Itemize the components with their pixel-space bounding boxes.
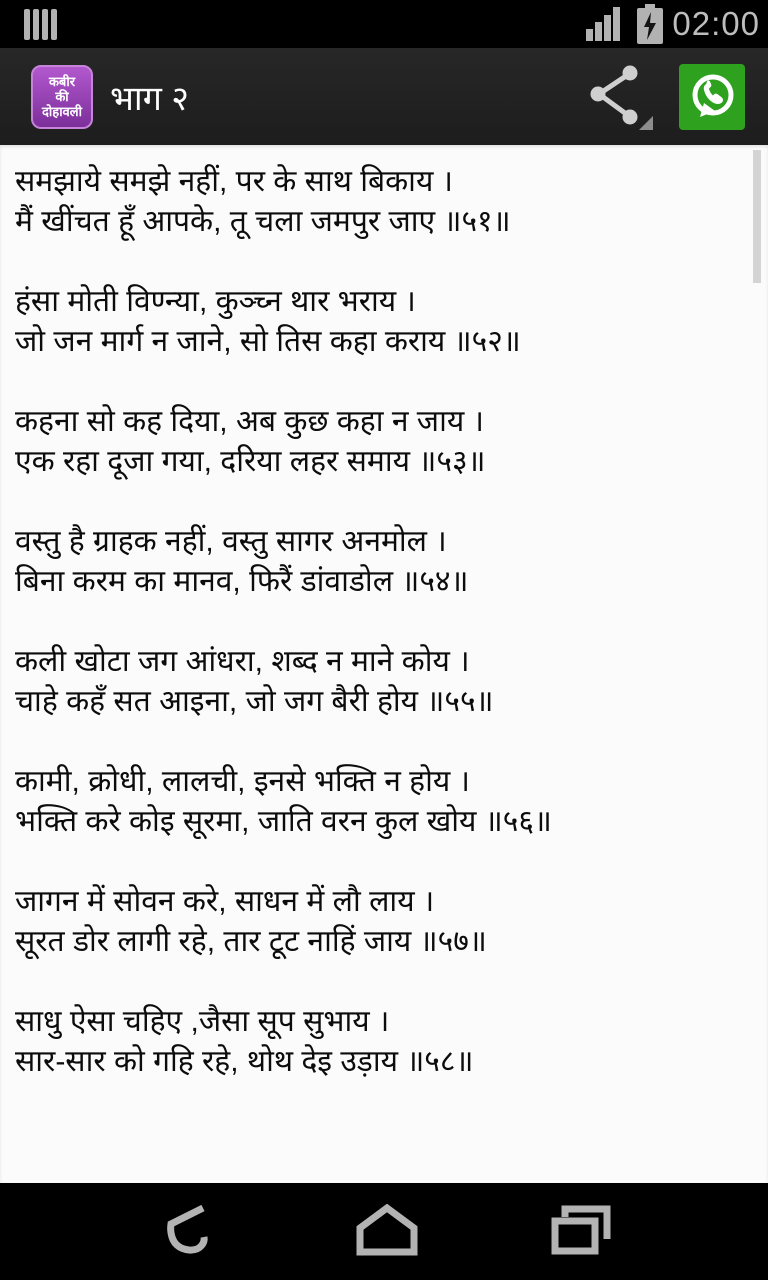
- signal-strength-icon: [586, 7, 628, 41]
- recents-button[interactable]: [551, 1205, 611, 1258]
- notif-bar: [51, 9, 57, 40]
- action-bar: [0, 48, 768, 145]
- doha-line: कहना सो कह दिया, अब कुछ कहा न जाय ।: [15, 405, 484, 438]
- scrollbar[interactable]: [753, 150, 761, 283]
- doha-line: जागन में सोवन करे, साधन में लौ लाय ।: [15, 885, 435, 918]
- notif-bar: [42, 9, 48, 40]
- status-clock: 02:00: [672, 5, 760, 42]
- doha-line: समझाये समझे नहीं, पर के साथ बिकाय ।: [15, 165, 454, 198]
- share-button[interactable]: [575, 48, 667, 145]
- status-right-cluster: [586, 4, 768, 44]
- whatsapp-button[interactable]: [679, 64, 745, 130]
- doha-item: [15, 162, 756, 242]
- navigation-bar: [0, 1183, 768, 1280]
- app-icon-text-line: दोहावली: [42, 104, 82, 120]
- app-icon-text-line: की: [55, 88, 69, 104]
- app-icon-text-line: कबीर: [48, 73, 76, 89]
- battery-charging-icon: [637, 4, 663, 44]
- doha-line: कामी, क्रोधी, लालची, इनसे भक्ति न होय ।: [15, 765, 470, 798]
- doha-line: हंसा मोती विण्न्या, कुञ्च्न थार भराय ।: [15, 285, 416, 318]
- doha-line: वस्तु है ग्राहक नहीं, वस्तु सागर अनमोल ।: [15, 525, 447, 558]
- back-button[interactable]: [157, 1204, 223, 1259]
- doha-item: [15, 402, 756, 482]
- doha-line: सूरत डोर लागी रहे, तार टूट नाहिं जाय ॥५७॥: [15, 925, 487, 958]
- doha-line: चाहे कहँ सत आइना, जो जग बैरी होय ॥५५॥: [15, 685, 494, 718]
- dropdown-corner-icon: [639, 116, 653, 130]
- doha-line: कली खोटा जग आंधरा, शब्द न माने कोय ।: [15, 645, 470, 678]
- doha-item: [15, 522, 756, 602]
- doha-item: [15, 762, 756, 842]
- doha-item: [15, 882, 756, 962]
- status-bar: [0, 0, 768, 48]
- doha-line: एक रहा दूजा गया, दरिया लहर समाय ॥५३॥: [15, 445, 486, 478]
- doha-line: मैं खींचत हूँ आपके, तू चला जमपुर जाए ॥५१॥: [15, 205, 511, 238]
- doha-item: [15, 642, 756, 722]
- doha-list[interactable]: [0, 145, 768, 1183]
- doha-item: [15, 1002, 756, 1082]
- notif-bar: [24, 9, 30, 40]
- recents-icon: [551, 1205, 611, 1255]
- doha-line: बिना करम का मानव, फिरैं डांवाडोल ॥५४॥: [15, 565, 469, 598]
- notification-bars-icon: [24, 9, 57, 40]
- doha-line: भक्ति करे कोइ सूरमा, जाति वरन कुल खोय ॥५६॥: [15, 805, 552, 838]
- doha-line: सार-सार को गहि रहे, थोथ देइ उड़ाय ॥५८॥: [15, 1045, 474, 1078]
- doha-line: साधु ऐसा चहिए ,जैसा सूप सुभाय ।: [15, 1005, 390, 1038]
- notif-bar: [33, 9, 39, 40]
- page-title: भाग २: [110, 79, 189, 118]
- doha-line: जो जन मार्ग न जाने, सो तिस कहा कराय ॥५२॥: [15, 325, 521, 358]
- home-button[interactable]: [356, 1204, 418, 1259]
- doha-item: [15, 282, 756, 362]
- home-icon: [356, 1204, 418, 1256]
- back-icon: [157, 1204, 223, 1256]
- share-icon: [589, 64, 653, 130]
- whatsapp-icon: [679, 64, 745, 130]
- app-icon[interactable]: [31, 65, 93, 129]
